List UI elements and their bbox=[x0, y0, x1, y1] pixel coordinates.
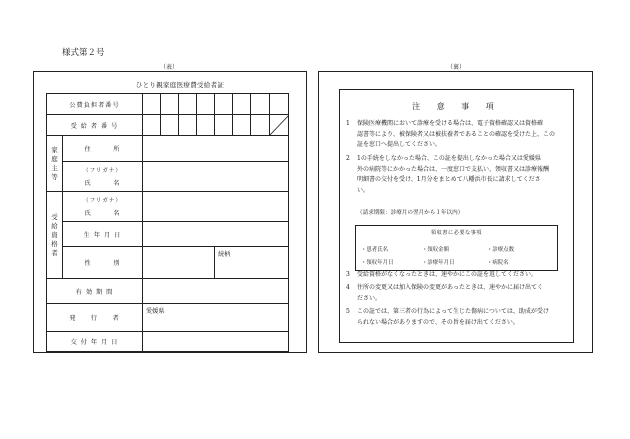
public-expense-digit[interactable] bbox=[197, 94, 215, 115]
receipt-entry: ・診療点数 bbox=[487, 247, 514, 253]
diagonal-line bbox=[270, 115, 289, 135]
recipient-digit[interactable] bbox=[215, 115, 233, 136]
issue-date-field[interactable] bbox=[143, 332, 289, 352]
public-expense-digit[interactable] bbox=[161, 94, 179, 115]
notice-item-3: 3 受給資格がなくなったときは、速やかにこの証を返してください。 bbox=[346, 271, 538, 278]
address-label: 住 所 bbox=[63, 136, 143, 162]
household-name-label: （フリガナ） 氏 名 bbox=[63, 162, 143, 192]
notice-item-1: 1 保険医療機関において診療を受ける場合は、電子資格確認又は資格確 認書等により、被保険者又は被扶養者であることの確認を受けた上、この 証を窓口へ提出してください。 bbox=[346, 120, 556, 148]
card-title: ひとり親家庭医療費受給者証 bbox=[135, 81, 225, 89]
birth-date-label: 生 年 月 日 bbox=[63, 222, 143, 247]
address-field[interactable] bbox=[143, 136, 289, 162]
form-number: 様式第２号 bbox=[62, 48, 105, 58]
recipient-name-field[interactable] bbox=[143, 192, 289, 222]
relationship-label: 続柄 bbox=[218, 251, 231, 258]
validity-period-field[interactable] bbox=[143, 279, 289, 304]
issuer-label: 発 行 者 bbox=[47, 304, 143, 332]
claim-period: （請求期限：診療月の翌月から１年以内） bbox=[357, 210, 464, 216]
recipient-digit[interactable] bbox=[161, 115, 179, 136]
notice-item-5: 5 この証では、第三者の行為によって生じた傷病については、助成が受け られない場合がありますので、その旨を届け出てください。 bbox=[346, 308, 549, 326]
household-head-group-label: 家 庭 主 等 bbox=[47, 136, 63, 192]
recipient-digit[interactable] bbox=[197, 115, 215, 136]
receipt-entry: ・診療年月日 bbox=[422, 260, 455, 266]
recipient-name-label: （フリガナ） 氏 名 bbox=[63, 192, 143, 222]
notice-item-2: 2 1の手続をしなかった場合、この証を提出しなかった場合又は愛媛県 外の病院等にかかった場合は、一度窓口で支払い、領収書又は診療報酬 明細書の交付を受け、1月分をまとめて八幡浜市長に請求してくださ い。 bbox=[346, 155, 550, 194]
issuer-value: 愛媛県 bbox=[146, 308, 165, 315]
public-expense-number-label: 公費負担者番号 bbox=[47, 94, 143, 115]
public-expense-digit[interactable] bbox=[270, 94, 289, 115]
recipient-digit-diagonal bbox=[270, 115, 289, 136]
public-expense-digit[interactable] bbox=[143, 94, 161, 115]
receipt-entry: ・病院名 bbox=[487, 260, 509, 266]
recipient-digit[interactable] bbox=[251, 115, 270, 136]
issuer-field bbox=[143, 304, 289, 332]
public-expense-digit[interactable] bbox=[233, 94, 251, 115]
recipient-group-label: 受 給 資 格 者 bbox=[47, 192, 63, 279]
receipt-entry: ・領収年月日 bbox=[361, 260, 394, 266]
public-expense-digit[interactable] bbox=[251, 94, 270, 115]
issue-date-label: 交 付 年 月 日 bbox=[47, 332, 143, 352]
recipient-digit[interactable] bbox=[143, 115, 161, 136]
validity-period-label: 有 効 期 間 bbox=[47, 279, 143, 304]
gender-field[interactable] bbox=[143, 247, 215, 279]
gender-label: 性 別 bbox=[63, 247, 143, 279]
notice-title: 注 意 事 項 bbox=[412, 102, 501, 111]
recipient-number-label: 受 給 者 番 号 bbox=[47, 115, 143, 136]
recipient-digit[interactable] bbox=[233, 115, 251, 136]
receipt-heading: 領収書に必要な事項 bbox=[430, 230, 483, 236]
public-expense-digit[interactable] bbox=[215, 94, 233, 115]
relationship-field[interactable] bbox=[215, 247, 289, 279]
recipient-digit[interactable] bbox=[179, 115, 197, 136]
recipient-card-table bbox=[46, 93, 289, 352]
public-expense-digit[interactable] bbox=[179, 94, 197, 115]
receipt-entry: ・領収金額 bbox=[422, 247, 449, 253]
receipt-entry: ・患者氏名 bbox=[361, 247, 388, 253]
household-name-field[interactable] bbox=[143, 162, 289, 192]
notice-item-4: 4 住所の変更又は加入保険の変更があったときは、速やかに届け出てく ださい。 bbox=[346, 284, 543, 302]
back-side-label: （裏） bbox=[447, 64, 466, 71]
front-side-label: （表） bbox=[160, 64, 179, 71]
birth-date-field[interactable] bbox=[143, 222, 289, 247]
